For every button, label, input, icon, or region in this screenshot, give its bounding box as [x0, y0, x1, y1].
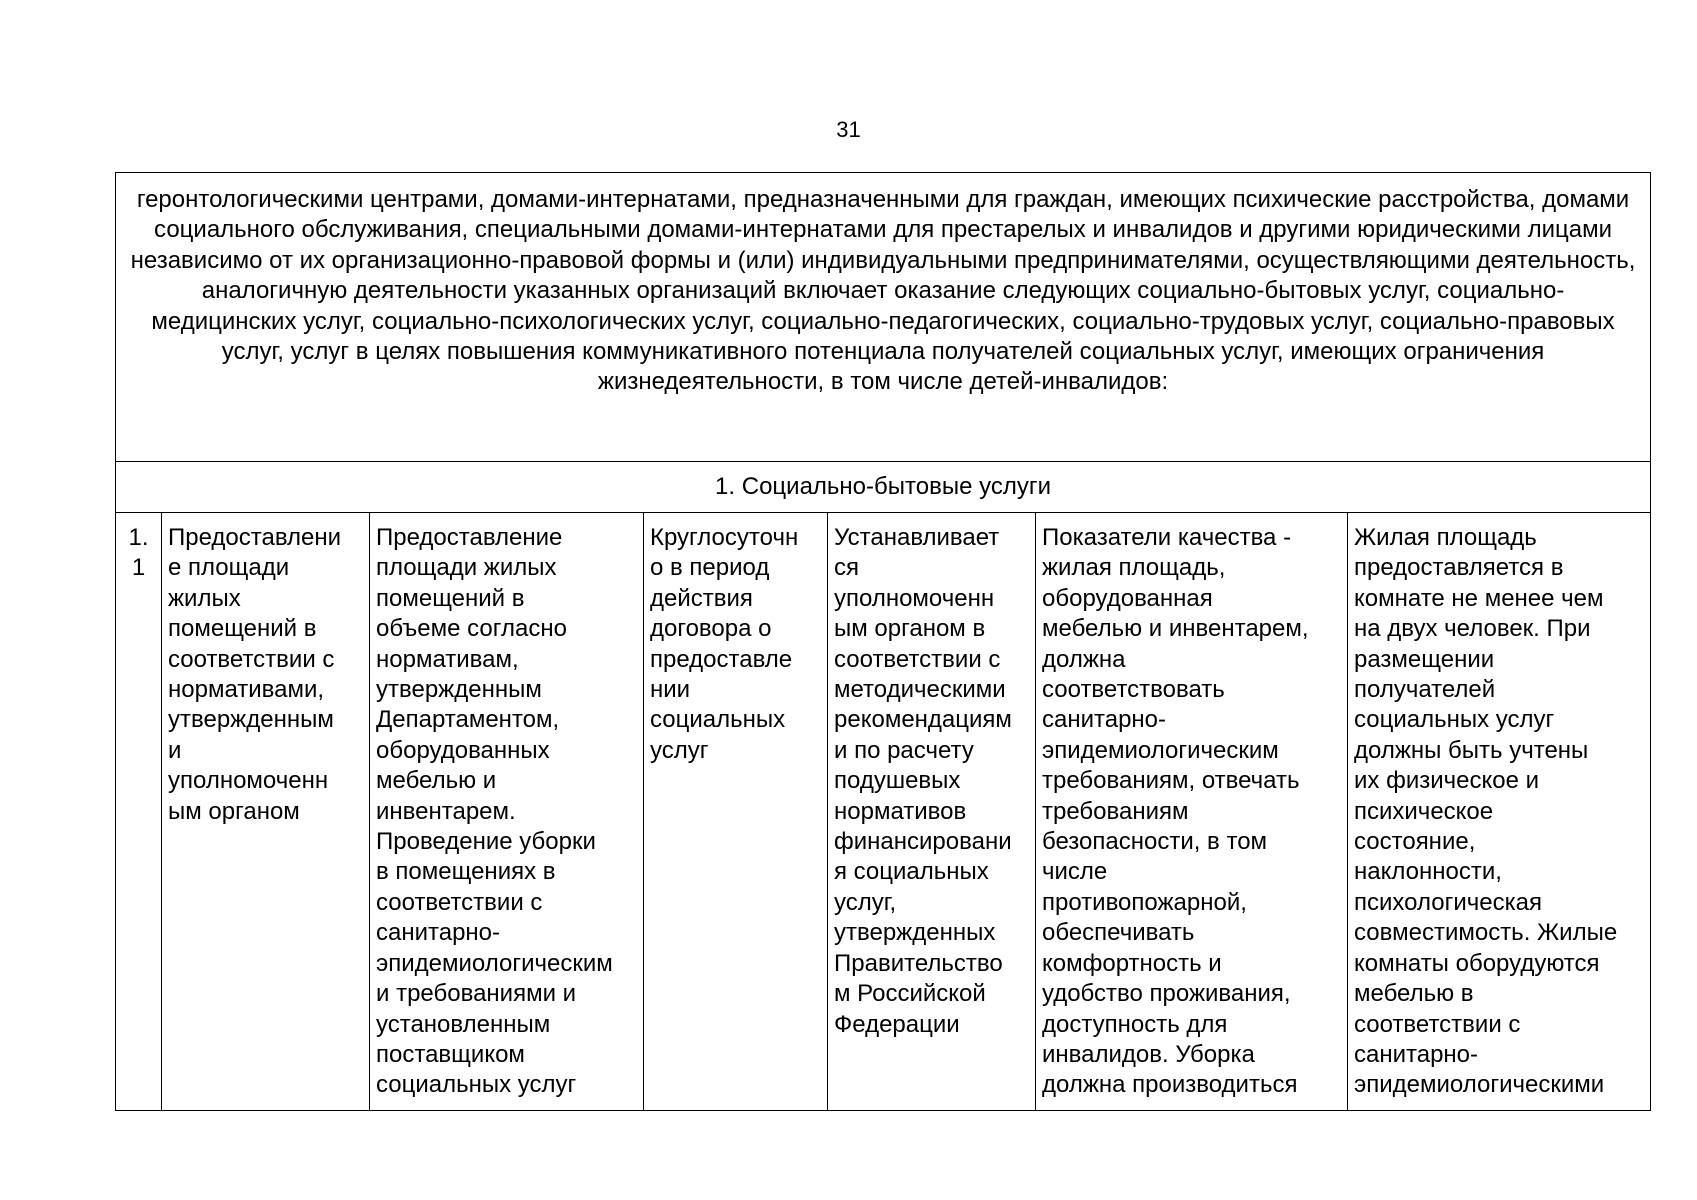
quality-indicators-cell [1036, 513, 1348, 1111]
service-name-cell [162, 513, 370, 1111]
cost-norm-cell [828, 513, 1036, 1111]
conditions: Жилая площадь предоставляется в комнате не менее чем на двух человек. При размещении получателей социальных услуг должны быть учтены их физическое и психическое состояние, наклонности, психологическая совместимость. Жилые комнаты оборудуются мебелью в соответствии с санитарно- эпидемиологическими [1354, 524, 1618, 1099]
service-name: Предоставлени е площади жилых помещений в соответствии с нормативами, утвержденным и уполномоченн ым органом [168, 524, 342, 825]
section-title: 1. Социально-бытовые услуги [116, 462, 1651, 513]
service-term: Круглосуточн о в период действия договора о предоставле нии социальных услуг [650, 524, 799, 764]
quality-indicators: Показатели качества - жилая площадь, оборудованная мебелью и инвентарем, должна соответствовать санитарно- эпидемиологическим требованиям, отвечать требованиям безопасности, в том числе противопожарной, обеспечивать комфортность и удобство проживания, доступность для инвалидов. Уборка должна производиться [1042, 524, 1309, 1099]
conditions-cell [1348, 513, 1651, 1111]
row-number-cell [116, 513, 162, 1111]
intro-row [116, 173, 1651, 462]
row-number: 1. 1 [128, 524, 149, 582]
service-term-cell [644, 513, 828, 1111]
table-row [116, 513, 1651, 1111]
service-description-cell [370, 513, 644, 1111]
section-header-row [116, 462, 1651, 513]
page-number: 31 [836, 117, 861, 142]
services-table [115, 172, 1651, 1111]
intro-text: геронтологическими центрами, домами-интернатами, предназначенными для граждан, имеющих психические расстройства, домами социального обслуживания, специальными домами-интернатами для престарелых и инвалидов и другими юридическими лицами независимо от их организационно-правовой формы и (или) индивидуальными предпринимателями, осуществляющими деятельность, аналогичную деятельности указанных организаций включает оказание следующих социально-бытовых услуг, социально-медицинских услуг, социально-психологических услуг, социально-педагогических, социально-трудовых услуг, социально-правовых услуг, услуг в целях повышения коммуникативного потенциала получателей социальных услуг, имеющих ограничения жизнедеятельности, в том числе детей-инвалидов: [116, 173, 1651, 462]
service-description: Предоставление площади жилых помещений в объеме согласно нормативам, утвержденным Департаментом, оборудованных мебелью и инвентарем. Проведение уборки в помещениях в соответствии с санитарно- эпидемиологическим и требованиями и установленным поставщиком социальных услуг [376, 524, 613, 1099]
cost-norm: Устанавливает ся уполномоченн ым органом в соответствии с методическими рекомендациям и по расчету подушевых нормативов финансировани я социальных услуг, утвержденных Правительство м Российской Федерации [834, 524, 1012, 1038]
